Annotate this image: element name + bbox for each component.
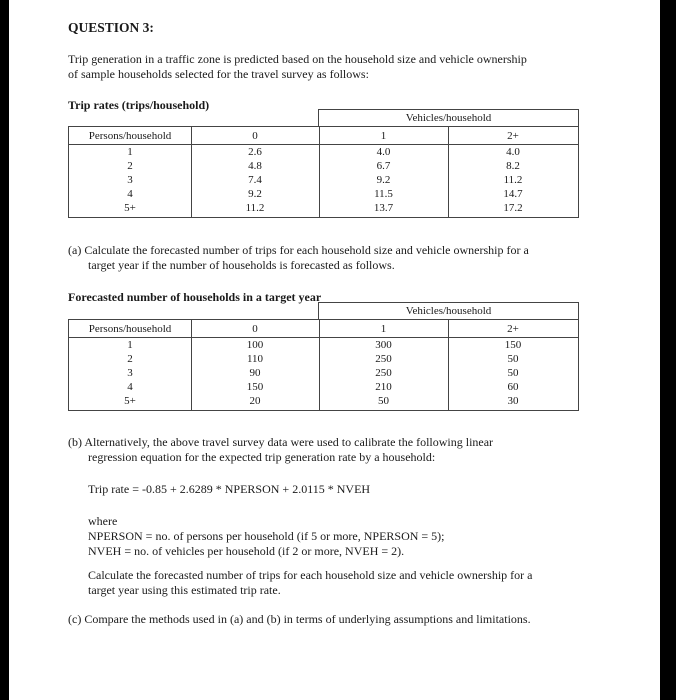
table-cell: 150 [246, 381, 264, 393]
part-b-calc-line-2: target year using this estimated trip rate. [88, 583, 281, 597]
forecast-households-table [68, 319, 579, 411]
column-header: 1 [380, 130, 387, 142]
column-header: 0 [252, 323, 258, 335]
table-cell: 90 [249, 367, 261, 379]
table-cell: 11.2 [503, 174, 523, 186]
table-cell: 300 [375, 339, 392, 351]
part-b-line-1: (b) Alternatively, the above travel survey data were used to calibrate the following linear [68, 435, 494, 449]
row-header: Persons/household [88, 323, 172, 335]
table1-group-header [318, 109, 579, 127]
row-header: Persons/household [88, 130, 172, 142]
question-title: QUESTION 3: [68, 20, 154, 35]
document-page [9, 0, 660, 700]
part-b-paragraph [68, 435, 493, 465]
row-label: 1 [127, 339, 133, 351]
table-cell: 9.2 [248, 188, 262, 200]
table-cell: 11.5 [374, 188, 393, 200]
part-b-calc-paragraph [88, 568, 533, 598]
nveh-definition: NVEH = no. of vehicles per household (if 2 or more, NVEH = 2). [88, 544, 405, 558]
row-label: 2 [127, 160, 133, 172]
table2-caption: Forecasted number of households in a target year [68, 290, 322, 304]
part-c-paragraph: (c) Compare the methods used in (a) and (b) in terms of underlying assumptions and limitations. [68, 612, 531, 626]
row-label: 3 [127, 367, 133, 379]
table-cell: 13.7 [373, 202, 394, 214]
row-label: 1 [127, 146, 133, 158]
row-label: 5+ [124, 202, 136, 214]
row-label: 5+ [124, 395, 136, 407]
table-cell: 20 [249, 395, 261, 407]
part-a-paragraph [68, 243, 529, 273]
table-cell: 30 [507, 395, 519, 407]
column-header: 2+ [507, 323, 519, 335]
column-header: 1 [380, 323, 387, 335]
table-cell: 17.2 [503, 202, 523, 214]
regression-equation: Trip rate = -0.85 + 2.6289 * NPERSON + 2.0115 * NVEH [88, 482, 371, 496]
table-cell: 4.0 [506, 146, 520, 158]
table-cell: 11.2 [245, 202, 265, 214]
part-b-calc-line-1: Calculate the forecasted number of trips for each household size and vehicle ownership for a [88, 568, 533, 582]
table-cell: 2.6 [248, 146, 262, 158]
table-cell: 9.2 [376, 174, 391, 186]
table-cell: 60 [507, 381, 519, 393]
intro-line-1: Trip generation in a traffic zone is predicted based on the household size and vehicle ownership [68, 52, 527, 66]
table-cell: 150 [504, 339, 522, 351]
table-cell: 110 [246, 353, 264, 365]
table-cell: 50 [507, 367, 519, 379]
table-cell: 4.8 [248, 160, 262, 172]
row-label: 4 [127, 188, 133, 200]
part-a-line-2: target year if the number of households is forecasted as follows. [88, 258, 395, 272]
right-frame-border [660, 0, 676, 700]
intro-paragraph [68, 52, 527, 82]
trip-rates-table [68, 126, 579, 218]
table-cell: 50 [507, 353, 519, 365]
where-label: where [88, 514, 118, 528]
table-cell: 14.7 [503, 188, 523, 200]
table-cell: 250 [375, 353, 392, 365]
table-cell: 250 [375, 367, 392, 379]
table-cell: 210 [375, 381, 392, 393]
left-frame-border [0, 0, 9, 700]
column-header: 2+ [507, 130, 519, 142]
group-header-label: Vehicles/household [405, 305, 492, 317]
nperson-definition: NPERSON = no. of persons per household (if 5 or more, NPERSON = 5); [88, 529, 445, 543]
table-cell: 50 [378, 395, 389, 407]
table-cell: 100 [246, 339, 264, 351]
column-header: 0 [252, 130, 258, 142]
intro-line-2: of sample households selected for the travel survey as follows: [68, 67, 369, 81]
table-cell: 7.4 [248, 174, 262, 186]
definitions-block [88, 514, 445, 559]
table-cell: 8.2 [506, 160, 520, 172]
table-cell: 6.7 [376, 160, 391, 172]
part-b-line-2: regression equation for the expected trip generation rate by a household: [88, 450, 436, 464]
row-label: 4 [127, 381, 133, 393]
row-label: 2 [127, 353, 133, 365]
table2-group-header [318, 302, 579, 320]
table-cell: 4.0 [376, 146, 391, 158]
table1-caption: Trip rates (trips/household) [68, 98, 210, 112]
part-a-line-1: (a) Calculate the forecasted number of trips for each household size and vehicle ownership for a [68, 243, 529, 257]
group-header-label: Vehicles/household [405, 112, 492, 124]
row-label: 3 [127, 174, 133, 186]
